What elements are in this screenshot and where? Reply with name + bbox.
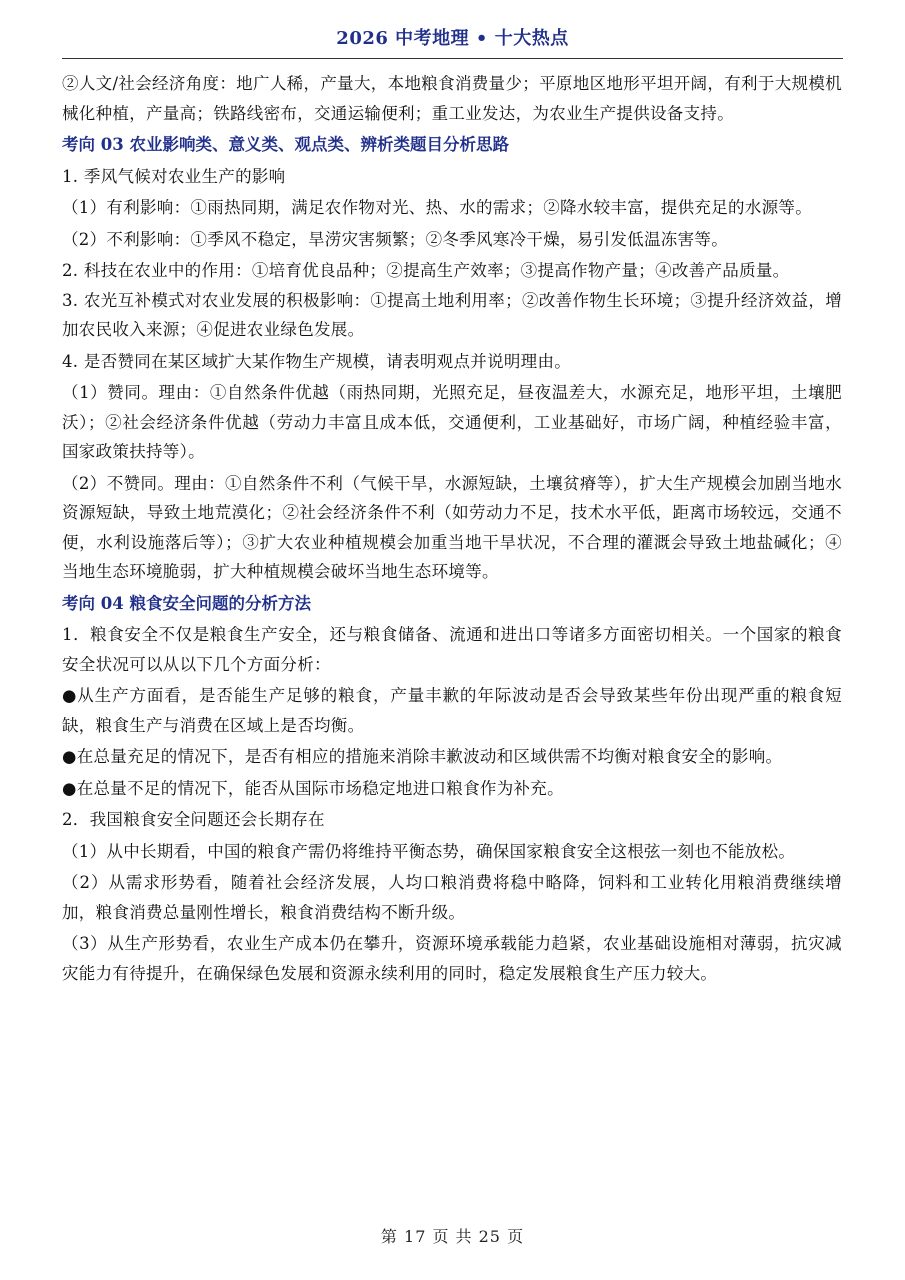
item-monsoon-impact: 1. 季风气候对农业生产的影响: [62, 166, 286, 186]
bullet-production: ●从生产方面看，是否能生产足够的粮食，产量丰歉的年际波动是否会导致某些年份出现严重的粮食短缺，粮食生产与消费在区域上是否均衡。: [62, 686, 842, 735]
bullet-insufficient-total: ●在总量不足的情况下，能否从国际市场稳定地进口粮食作为补充。: [62, 778, 564, 798]
item-long-term-issue: 2．我国粮食安全问题还会长期存在: [62, 810, 325, 829]
item-mid-long-term: （1）从中长期看，中国的粮食产需仍将维持平衡态势，确保国家粮食安全这根弦一刻也不能放松。: [62, 841, 796, 861]
page-header: [0, 0, 905, 62]
item-unfavorable-impact: （2）不利影响：①季风不稳定，旱涝灾害频繁；②冬季风寒冷干燥，易引发低温冻害等。: [62, 229, 728, 249]
section-heading-03: 考向 03 农业影响类、意义类、观点类、辨析类题目分析思路: [62, 135, 509, 154]
header-divider: [62, 58, 843, 59]
item-food-security-intro: 1．粮食安全不仅是粮食生产安全，还与粮食储备、流通和进出口等诸多方面密切相关。一个国家的粮食安全状况可以从以下几个方面分析：: [62, 625, 842, 674]
paragraph-social-economic: ②人文/社会经济角度：地广人稀，产量大，本地粮食消费量少；平原地区地形平坦开阔，有利于大规模机械化种植，产量高；铁路线密布，交通运输便利；重工业发达，为农业生产提供设备支持。: [62, 74, 842, 123]
section-heading-04: 考向 04 粮食安全问题的分析方法: [62, 593, 311, 613]
document-body: [62, 69, 842, 988]
header-title: 2026 中考地理 • 十大热点: [336, 28, 569, 49]
item-disagree: （2）不赞同。理由：①自然条件不利（气候干旱，水源短缺，土壤贫瘠等），扩大生产规模会加剧当地水资源短缺，导致土地荒漠化；②社会经济条件不利（如劳动力不足，技术水平低，距离市场较远，交通不便，水利设施落后等）；③扩大农业种植规模会加重当地干旱状况，不合理的灌溉会导致土地盐碱化；④当地生态环境脆弱，扩大种植规模会破坏当地生态环境等。: [62, 473, 842, 581]
item-expand-scale-question: 4. 是否赞同在某区域扩大某作物生产规模，请表明观点并说明理由。: [62, 351, 572, 371]
item-agri-photovoltaic: 3. 农光互补模式对农业发展的积极影响：①提高土地利用率；②改善作物生长环境；③提升经济效益，增加农民收入来源；④促进农业绿色发展。: [62, 290, 842, 339]
item-technology-role: 2. 科技在农业中的作用：①培育优良品种；②提高生产效率；③提高作物产量；④改善产品质量。: [62, 261, 790, 280]
item-favorable-impact: （1）有利影响：①雨热同期，满足农作物对光、热、水的需求；②降水较丰富，提供充足的水源等。: [62, 198, 812, 217]
bullet-sufficient-total: ●在总量充足的情况下，是否有相应的措施来消除丰歉波动和区域供需不均衡对粮食安全的影响。: [62, 747, 783, 766]
page-number: 第 17 页 共 25 页: [380, 1227, 525, 1246]
item-production-situation: （3）从生产形势看，农业生产成本仍在攀升，资源环境承载能力趋紧，农业基础设施相对薄弱，抗灾减灾能力有待提升，在确保绿色发展和资源永续利用的同时，稳定发展粮食生产压力较大。: [62, 934, 842, 983]
item-agree: （1）赞同。理由：①自然条件优越（雨热同期，光照充足，昼夜温差大，水源充足，地形平坦，土壤肥沃）；②社会经济条件优越（劳动力丰富且成本低，交通便利，工业基础好，市场广阔，种植经验丰富，国家政策扶持等）。: [62, 383, 842, 461]
item-demand-situation: （2）从需求形势看，随着社会经济发展，人均口粮消费将稳中略降，饲料和工业转化用粮消费继续增加，粮食消费总量刚性增长，粮食消费结构不断升级。: [62, 873, 842, 922]
